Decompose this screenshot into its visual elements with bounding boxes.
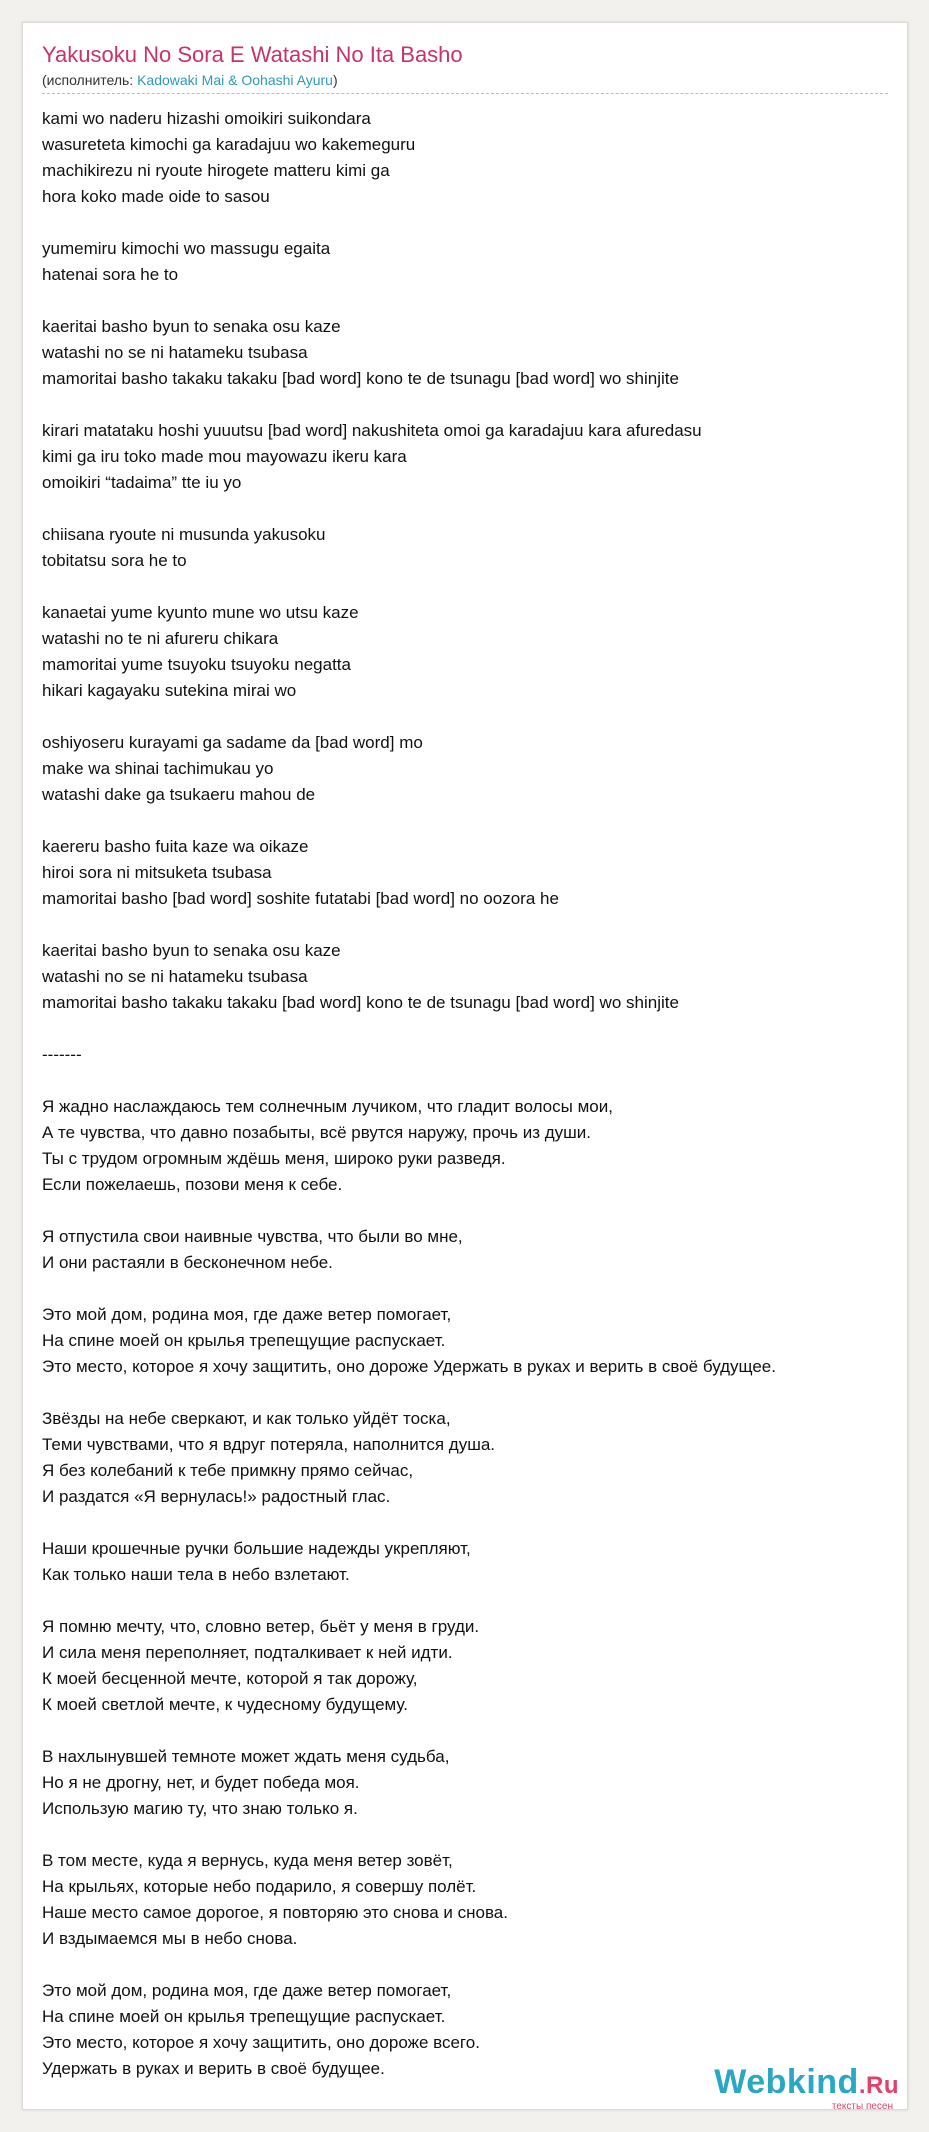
artist-prefix: (исполнитель:: [42, 72, 138, 88]
lyric-line: К моей светлой мечте, к чудесному будущему.: [42, 1695, 408, 1714]
lyric-line: mamoritai yume tsuyoku tsuyoku negatta: [42, 655, 351, 674]
lyric-line: hikari kagayaku sutekina mirai wo: [42, 681, 297, 700]
lyric-blank-line: [42, 1198, 776, 1224]
title-divider: [42, 93, 888, 94]
lyric-line: Удержать в руках и верить в своё будущее.: [42, 2059, 385, 2078]
lyric-line: Это место, которое я хочу защитить, оно дороже Удержать в руках и верить в своё будущее.: [42, 1357, 776, 1376]
lyric-line: kaeritai basho byun to senaka osu kaze: [42, 941, 341, 960]
lyric-line: Теми чувствами, что я вдруг потеряла, наполнится душа.: [42, 1435, 496, 1454]
lyric-blank-line: [42, 1016, 776, 1042]
song-title: Yakusoku No Sora E Watashi No Ita Basho: [42, 42, 463, 67]
lyric-line: Звёзды на небе сверкают, и как только уйдёт тоска,: [42, 1409, 451, 1428]
lyric-line: На крыльях, которые небо подарило, я совершу полёт.: [42, 1877, 477, 1896]
lyric-line: chiisana ryoute ni musunda yakusoku: [42, 525, 326, 544]
lyric-line: mamoritai basho [bad word] soshite futatabi [bad word] no oozora he: [42, 889, 559, 908]
lyric-line: yumemiru kimochi wo massugu egaita: [42, 239, 331, 258]
lyric-line: watashi no se ni hatameku tsubasa: [42, 343, 308, 362]
artist-line: [42, 72, 338, 88]
lyric-line: И сила меня переполняет, подталкивает к ней идти.: [42, 1643, 453, 1662]
lyric-line: И вздымаемся мы в небо снова.: [42, 1929, 298, 1948]
lyric-line: kimi ga iru toko made mou mayowazu ikeru kara: [42, 447, 407, 466]
lyric-blank-line: [42, 704, 776, 730]
lyric-line: -------: [42, 1045, 82, 1064]
lyric-line: oshiyoseru kurayami ga sadame da [bad word] mo: [42, 733, 423, 752]
lyric-blank-line: [42, 1718, 776, 1744]
lyric-line: watashi no se ni hatameku tsubasa: [42, 967, 308, 986]
lyric-blank-line: [42, 1276, 776, 1302]
lyric-line: Ты с трудом огромным ждёшь меня, широко руки разведя.: [42, 1149, 506, 1168]
lyric-blank-line: [42, 912, 776, 938]
lyric-line: watashi dake ga tsukaeru mahou de: [42, 785, 316, 804]
lyric-blank-line: [42, 210, 776, 236]
lyric-blank-line: [42, 1510, 776, 1536]
lyric-line: wasureteta kimochi ga karadajuu wo kakemeguru: [42, 135, 416, 154]
lyric-line: kanaetai yume kyunto mune wo utsu kaze: [42, 603, 359, 622]
lyric-line: tobitatsu sora he to: [42, 551, 187, 570]
lyric-blank-line: [42, 1822, 776, 1848]
lyric-line: machikirezu ni ryoute hirogete matteru kimi ga: [42, 161, 390, 180]
lyric-line: Наши крошечные ручки большие надежды укрепляют,: [42, 1539, 471, 1558]
artist-suffix: ): [332, 72, 338, 88]
lyric-line: hiroi sora ni mitsuketa tsubasa: [42, 863, 272, 882]
lyric-line: make wa shinai tachimukau yo: [42, 759, 274, 778]
lyric-line: А те чувства, что давно позабыты, всё рвутся наружу, прочь из души.: [42, 1123, 592, 1142]
lyric-line: К моей бесценной мечте, которой я так дорожу,: [42, 1669, 418, 1688]
lyric-line: Я помню мечту, что, словно ветер, бьёт у меня в груди.: [42, 1617, 480, 1636]
lyric-line: kaeritai basho byun to senaka osu kaze: [42, 317, 341, 336]
lyric-line: На спине моей он крылья трепещущие распускает.: [42, 1331, 446, 1350]
lyric-line: Использую магию ту, что знаю только я.: [42, 1799, 358, 1818]
lyric-blank-line: [42, 574, 776, 600]
lyric-line: Наше место самое дорогое, я повторяю это снова и снова.: [42, 1903, 508, 1922]
logo-tld: .Ru: [858, 2072, 899, 2099]
lyric-line: Но я не дрогну, нет, и будет победа моя.: [42, 1773, 360, 1792]
lyric-blank-line: [42, 1380, 776, 1406]
lyric-line: Это место, которое я хочу защитить, оно дороже всего.: [42, 2033, 480, 2052]
logo-wordmark: [714, 2065, 899, 2103]
lyric-line: В том месте, куда я вернусь, куда меня ветер зовёт,: [42, 1851, 453, 1870]
lyric-line: Как только наши тела в небо взлетают.: [42, 1565, 350, 1584]
lyric-line: hatenai sora he to: [42, 265, 179, 284]
lyric-line: mamoritai basho takaku takaku [bad word] kono te de tsunagu [bad word] wo shinjite: [42, 993, 679, 1012]
lyric-line: Если пожелаешь, позови меня к себе.: [42, 1175, 343, 1194]
lyric-line: И раздатся «Я вернулась!» радостный глас.: [42, 1487, 391, 1506]
lyric-line: mamoritai basho takaku takaku [bad word] kono te de tsunagu [bad word] wo shinjite: [42, 369, 679, 388]
lyric-line: Я отпустила свои наивные чувства, что были во мне,: [42, 1227, 463, 1246]
lyric-line: Это мой дом, родина моя, где даже ветер помогает,: [42, 1981, 452, 2000]
lyric-line: И они растаяли в бесконечном небе.: [42, 1253, 333, 1272]
lyric-line: На спине моей он крылья трепещущие распускает.: [42, 2007, 446, 2026]
lyric-line: В нахлынувшей темноте может ждать меня судьба,: [42, 1747, 450, 1766]
lyric-line: kaereru basho fuita kaze wa oikaze: [42, 837, 309, 856]
lyric-line: Я жадно наслаждаюсь тем солнечным лучиком, что гладит волосы мои,: [42, 1097, 613, 1116]
site-logo[interactable]: [714, 2065, 899, 2112]
lyric-line: hora koko made oide to sasou: [42, 187, 270, 206]
lyric-line: kami wo naderu hizashi omoikiri suikondara: [42, 109, 371, 128]
lyric-blank-line: [42, 1952, 776, 1978]
lyrics-text: [42, 106, 776, 2082]
lyric-line: Это мой дом, родина моя, где даже ветер помогает,: [42, 1305, 452, 1324]
lyric-blank-line: [42, 1068, 776, 1094]
lyric-blank-line: [42, 1588, 776, 1614]
lyric-line: watashi no te ni afureru chikara: [42, 629, 279, 648]
logo-tagline: тексты песен: [831, 2101, 893, 2112]
artist-link[interactable]: Kadowaki Mai & Oohashi Ayuru: [137, 72, 333, 88]
lyric-line: kirari matataku hoshi yuuutsu [bad word] nakushiteta omoi ga karadajuu kara afuredasu: [42, 421, 702, 440]
lyric-line: Я без колебаний к тебе примкну прямо сейчас,: [42, 1461, 414, 1480]
lyric-blank-line: [42, 496, 776, 522]
lyric-line: omoikiri “tadaima” tte iu yo: [42, 473, 242, 492]
logo-name: Webkind: [714, 2063, 859, 2101]
lyric-blank-line: [42, 392, 776, 418]
lyric-blank-line: [42, 288, 776, 314]
lyric-blank-line: [42, 808, 776, 834]
